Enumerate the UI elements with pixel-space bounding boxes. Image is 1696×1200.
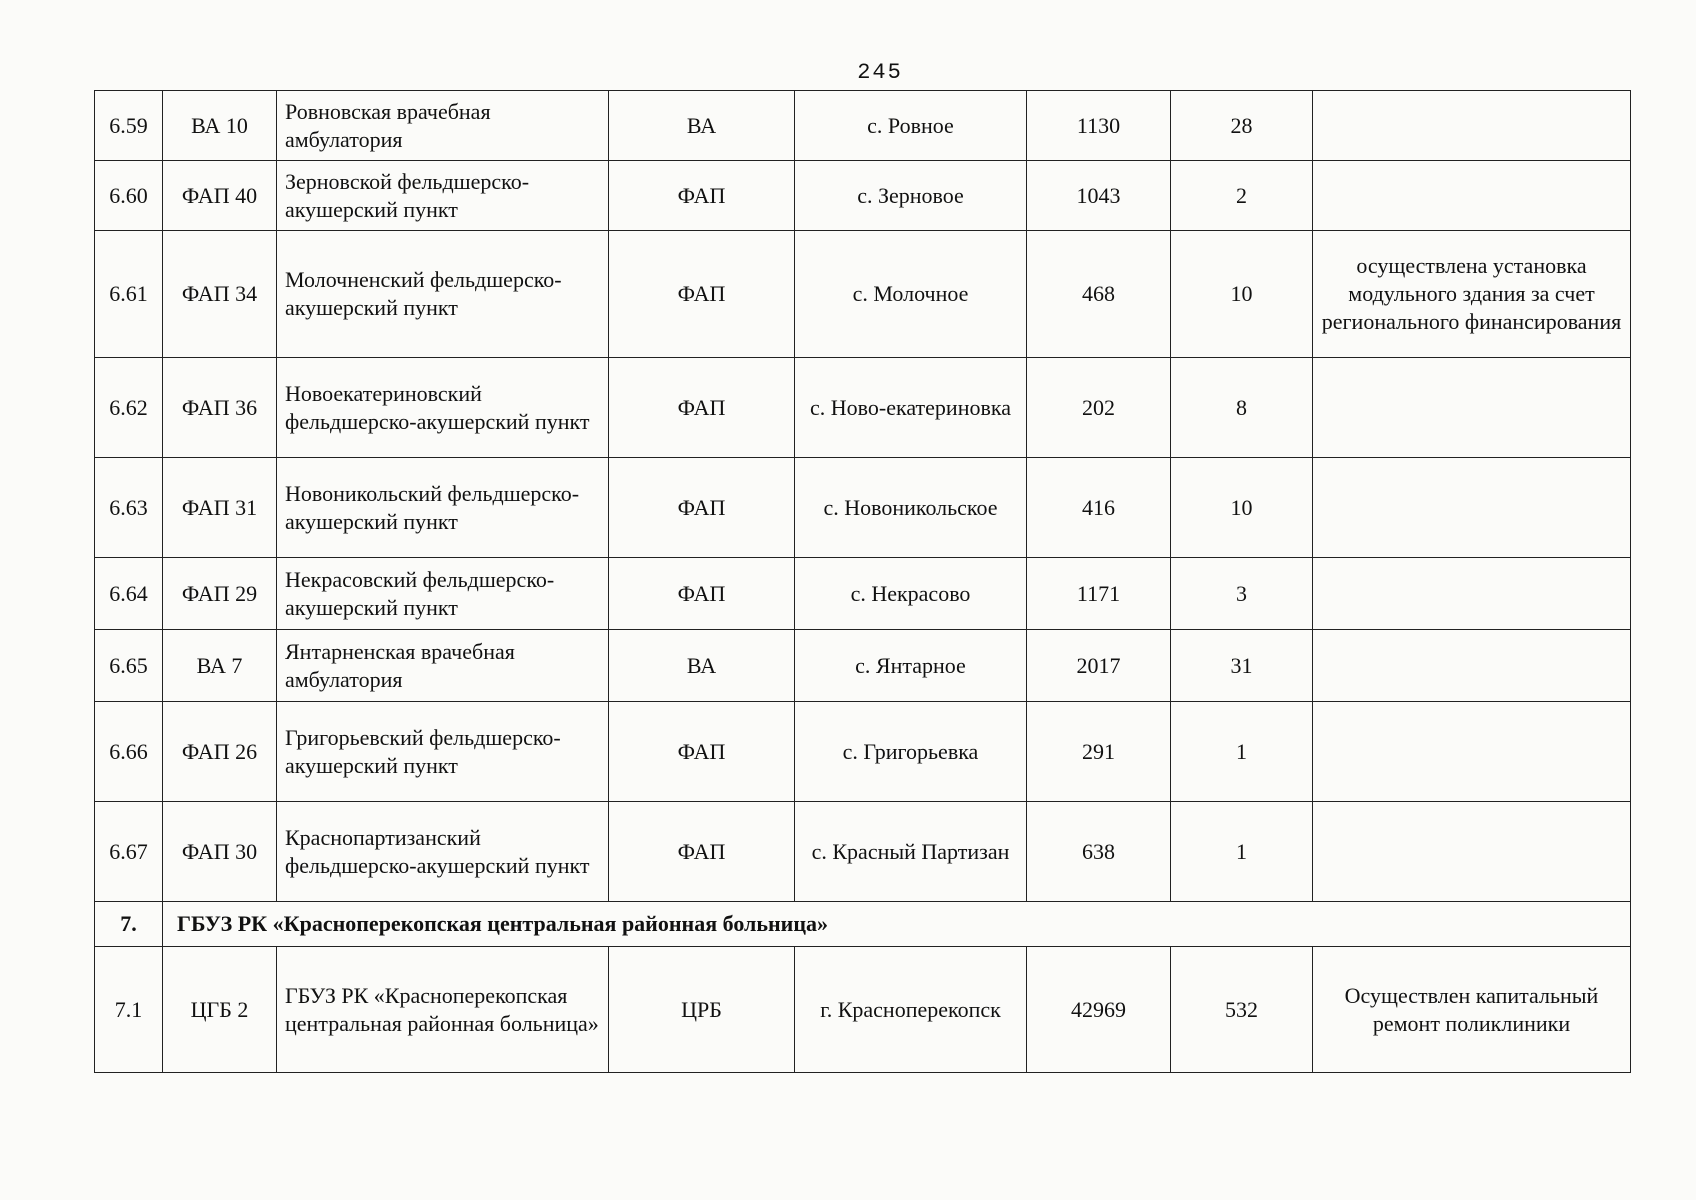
population-value: 202 [1027,358,1171,458]
table-row [95,91,1631,161]
facility-location: с. Григорьевка [795,702,1027,802]
facility-name: Краснопартизанский фельдшерско-акушерский пункт [277,802,609,902]
count-value: 10 [1171,231,1313,358]
facility-code: ЦГБ 2 [163,947,277,1073]
facility-type: ЦРБ [609,947,795,1073]
table-row [95,558,1631,630]
count-value: 532 [1171,947,1313,1073]
population-value: 638 [1027,802,1171,902]
row-number: 7.1 [95,947,163,1073]
row-number: 6.65 [95,630,163,702]
note-cell [1313,161,1631,231]
row-number: 6.62 [95,358,163,458]
count-value: 28 [1171,91,1313,161]
note-cell [1313,802,1631,902]
facility-type: ФАП [609,802,795,902]
facility-location: с. Зерновое [795,161,1027,231]
facility-code: ФАП 36 [163,358,277,458]
facility-name: Некрасовский фельдшерско-акушерский пункт [277,558,609,630]
note-cell [1313,91,1631,161]
count-value: 2 [1171,161,1313,231]
note-cell [1313,702,1631,802]
row-number: 6.63 [95,458,163,558]
count-value: 31 [1171,630,1313,702]
facility-name: Григорьевский фельдшерско-акушерский пункт [277,702,609,802]
facility-location: с. Ровное [795,91,1027,161]
section-header-row [95,902,1631,947]
facility-location: г. Красноперекопск [795,947,1027,1073]
facility-code: ВА 10 [163,91,277,161]
population-value: 1043 [1027,161,1171,231]
table-row [95,702,1631,802]
population-value: 468 [1027,231,1171,358]
note-cell [1313,630,1631,702]
row-number: 6.59 [95,91,163,161]
facility-code: ФАП 30 [163,802,277,902]
table-row [95,630,1631,702]
count-value: 1 [1171,802,1313,902]
facility-location: с. Некрасово [795,558,1027,630]
facility-name: Новоекатериновский фельдшерско-акушерский пункт [277,358,609,458]
note-cell [1313,358,1631,458]
facility-code: ФАП 29 [163,558,277,630]
population-value: 416 [1027,458,1171,558]
table-row [95,358,1631,458]
facility-type: ФАП [609,358,795,458]
facility-name: ГБУЗ РК «Красноперекопская центральная районная больница» [277,947,609,1073]
count-value: 10 [1171,458,1313,558]
facility-type: ВА [609,630,795,702]
section-title: ГБУЗ РК «Красноперекопская центральная районная больница» [163,902,1631,947]
population-value: 42969 [1027,947,1171,1073]
population-value: 1171 [1027,558,1171,630]
facility-location: с. Ново-екатериновка [795,358,1027,458]
facility-name: Зерновской фельдшерско-акушерский пункт [277,161,609,231]
count-value: 1 [1171,702,1313,802]
note-cell: осуществлена установка модульного здания за счет регионального финансирования [1313,231,1631,358]
note-cell: Осуществлен капитальный ремонт поликлиники [1313,947,1631,1073]
table-row [95,802,1631,902]
facility-code: ФАП 34 [163,231,277,358]
facility-name: Молочненский фельдшерско-акушерский пункт [277,231,609,358]
facility-location: с. Янтарное [795,630,1027,702]
population-value: 1130 [1027,91,1171,161]
facility-type: ФАП [609,458,795,558]
count-value: 3 [1171,558,1313,630]
facility-type: ФАП [609,702,795,802]
row-number: 6.61 [95,231,163,358]
facility-code: ВА 7 [163,630,277,702]
facility-name: Новоникольский фельдшерско-акушерский пункт [277,458,609,558]
facility-code: ФАП 40 [163,161,277,231]
facility-name: Янтарненская врачебная амбулатория [277,630,609,702]
population-value: 291 [1027,702,1171,802]
facility-location: с. Молочное [795,231,1027,358]
facility-type: ФАП [609,231,795,358]
count-value: 8 [1171,358,1313,458]
facility-code: ФАП 31 [163,458,277,558]
facility-type: ФАП [609,161,795,231]
table-row [95,458,1631,558]
table-row [95,231,1631,358]
page-number: 245 [857,60,903,85]
facilities-table [94,90,1631,1073]
facility-location: с. Новоникольское [795,458,1027,558]
row-number: 6.67 [95,802,163,902]
table-row [95,161,1631,231]
note-cell [1313,458,1631,558]
facility-code: ФАП 26 [163,702,277,802]
row-number: 6.60 [95,161,163,231]
facility-location: с. Красный Партизан [795,802,1027,902]
facility-type: ФАП [609,558,795,630]
population-value: 2017 [1027,630,1171,702]
row-number: 6.64 [95,558,163,630]
row-number: 6.66 [95,702,163,802]
facility-name: Ровновская врачебная амбулатория [277,91,609,161]
note-cell [1313,558,1631,630]
section-number: 7. [95,902,163,947]
facility-type: ВА [609,91,795,161]
table-row [95,947,1631,1073]
